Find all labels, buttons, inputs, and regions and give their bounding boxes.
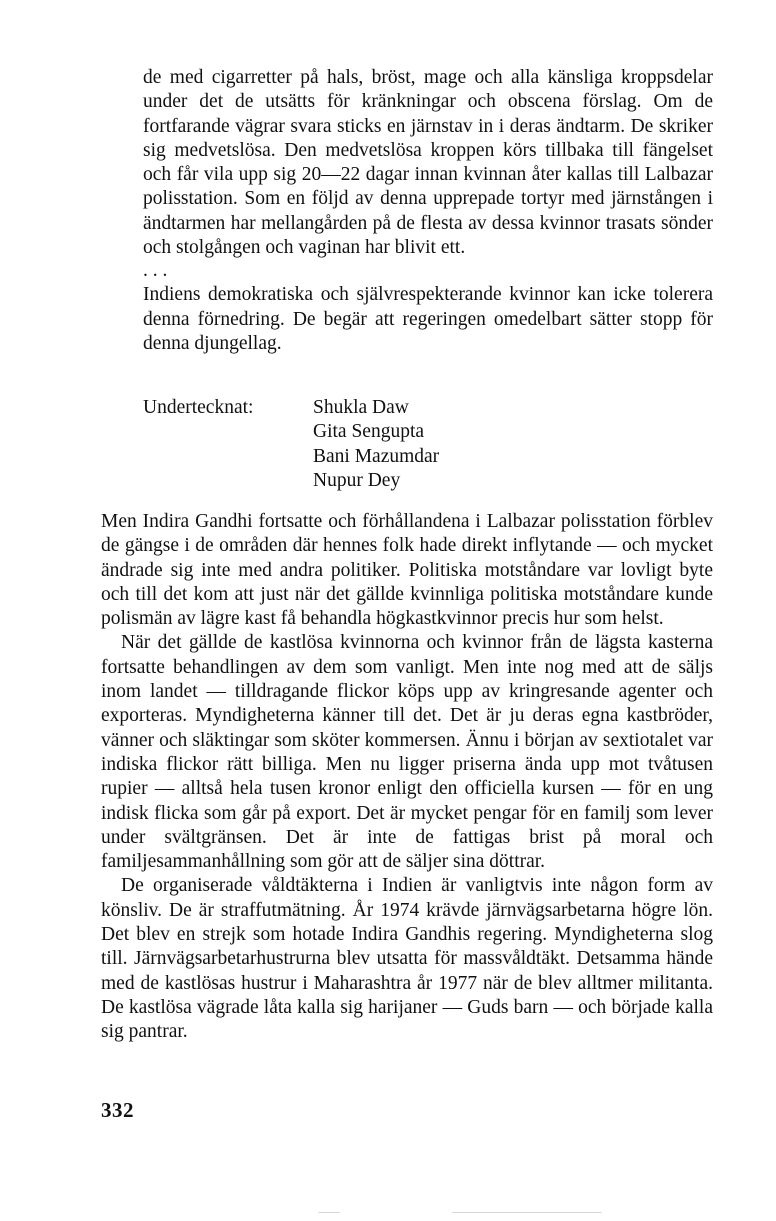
signatory-name: Shukla Daw (313, 397, 409, 418)
quote-paragraph: de med cigarretter på hals, bröst, mage och alla känsliga kroppsdelar under det de utsätts för kränkningar och obscena förslag. Om de fortfarande vägrar svara sticks en järnstav in i deras ändtarm. De skriker sig medvetslösa. Den medvetslösa kroppen körs tillbaka till fängelset och får vila upp sig 20—22 dagar innan kvinnan åter kallas till Lalbazar polisstation. Som en följd av denna upprepade tortyr med järnstången i ändtarmen har mellangården på de flesta av dessa kvinnor trasats sönder och stolgången och vaginan har blivit ett. (143, 67, 713, 259)
signatory-name: Nupur Dey (313, 469, 401, 491)
quote-ellipsis: . . . (143, 260, 168, 282)
signatory-name: Gita Sengupta (313, 421, 425, 443)
signature-label: Undertecknat: (143, 397, 254, 418)
signatory-name: Bani Mazumdar (313, 445, 440, 467)
signature-names (313, 396, 439, 493)
quote-paragraph: Indiens demokratiska och självrespekterande kvinnor kan icke tolerera denna förnedring. De begär att regeringen omedelbart sätter stopp för denna djungellag. (143, 284, 713, 354)
body-text (101, 510, 713, 1045)
body-paragraph: De organiserade våldtäkterna i Indien är vanligtvis inte någon form av könsliv. De är straffutmätning. År 1974 krävde järnvägsarbetarna högre lön. Det blev en strejk som hotade Indira Gandhis regering. Myndigheterna slog till. Järnvägsarbetarhustrurna blev utsatta för massvåldtäkt. Detsamma hände med de kastlösas hustrur i Maharashtra år 1977 när de blev alltmer militanta. De kastlösa vägrade låta kalla sig harijaner — Guds barn — och började kalla sig pantrar. (101, 875, 713, 1043)
scan-artifact (318, 1212, 340, 1213)
page-number: 332 (101, 1098, 134, 1122)
body-paragraph: När det gällde de kastlösa kvinnorna och kvinnor från de lägsta kasterna fortsatte behandlingen av dem som vanligt. Men inte nog med att de säljs inom landet — tilldragande flickor köps upp av kringresande agenter och exporteras. Myndigheterna känner till det. Det är ju deras egna kastbröder, vänner och släktingar som sköter kommersen. Ännu i början av sextiotalet var indiska flickor rätt billiga. Men nu ligger priserna ända upp mot tvåtusen rupier — alltså hela tusen kronor enligt den officiella kursen — för en ung indisk flicka som går på export. Det är mycket pengar för en familj som lever under svältgränsen. Det är inte de fattigas brist på moral och familjesammanhållning som gör att de säljer sina döttrar. (101, 632, 713, 873)
scan-artifact (452, 1212, 602, 1213)
block-quote (143, 66, 713, 356)
body-paragraph: Men Indira Gandhi fortsatte och förhållandena i Lalbazar polisstation förblev de gängse i de områden där hennes folk hade direkt inflytande — och mycket ändrade sig inte med andra politiker. Politiska motståndare var lovligt byte och till det kom att just när det gällde kvinnliga politiska motståndare kunde polismän av lägre kast få behandla högkastkvinnor precis hur som helst. (101, 511, 713, 630)
